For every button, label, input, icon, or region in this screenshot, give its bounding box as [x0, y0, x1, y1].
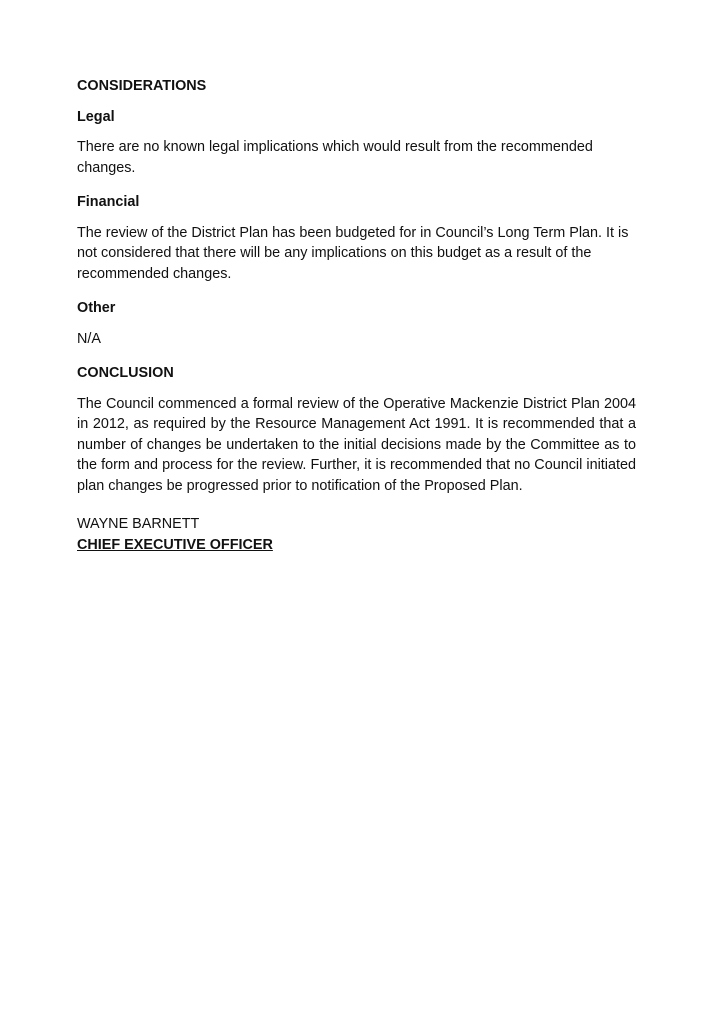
- conclusion-paragraph: The Council commenced a formal review of the Operative Mackenzie District Plan 2004 in 2012, as required by the Resource Management Act 1991. It is recommended that a number of changes be undertaken to the initial decisions made by the Committee as to the form and process for the review. Further, it is recommended that no Council initiated plan changes be progressed prior to notification of the Proposed Plan.: [77, 395, 636, 494]
- considerations-heading: CONSIDERATIONS: [77, 78, 207, 94]
- legal-paragraph: There are no known legal implications which would result from the recommended changes.: [77, 139, 593, 176]
- financial-paragraph: The review of the District Plan has been budgeted for in Council’s Long Term Plan. It is not considered that there will be any implications on this budget as a result of the recommended changes.: [77, 224, 629, 282]
- signatory-title: CHIEF EXECUTIVE OFFICER: [77, 536, 273, 553]
- other-paragraph: N/A: [77, 330, 101, 347]
- document-page: [77, 76, 636, 555]
- signatory-name: WAYNE BARNETT: [77, 516, 200, 532]
- financial-heading: Financial: [77, 194, 140, 210]
- conclusion-heading: CONCLUSION: [77, 365, 174, 381]
- legal-heading: Legal: [77, 108, 115, 125]
- signature-block: [77, 514, 636, 555]
- other-heading: Other: [77, 300, 116, 316]
